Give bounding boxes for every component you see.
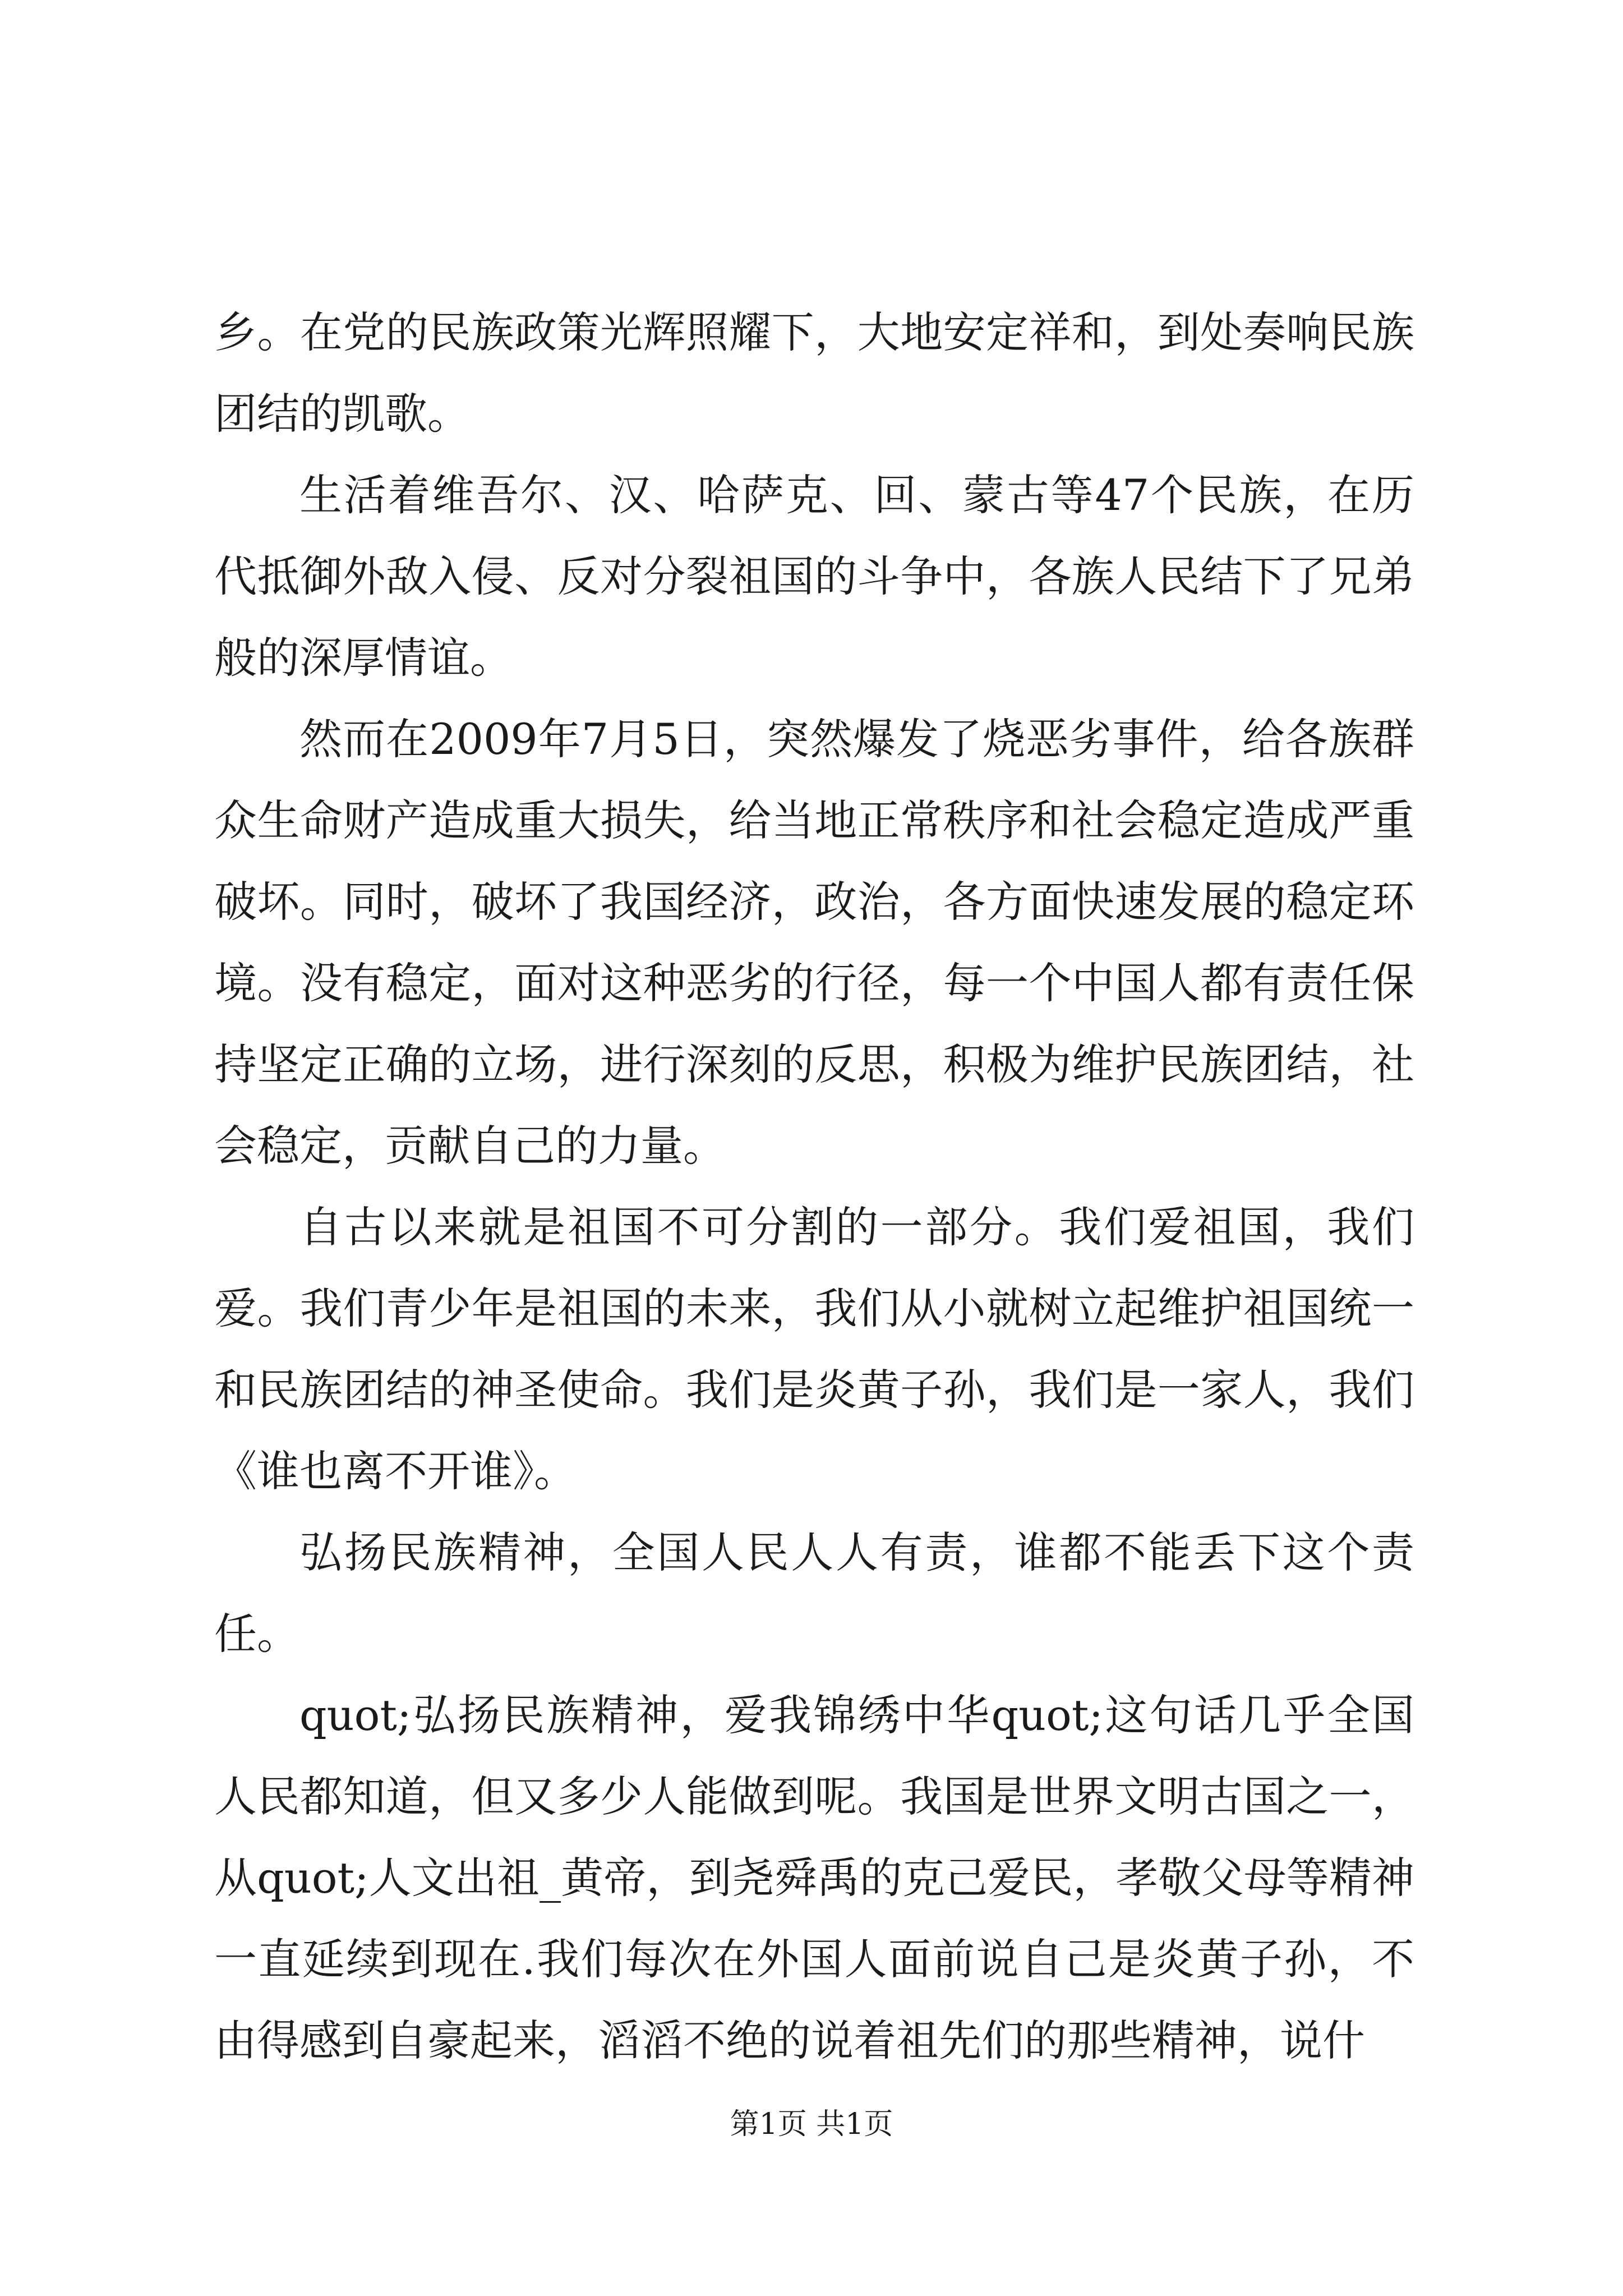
paragraph-4: 自古以来就是祖国不可分割的一部分。我们爱祖国，我们爱。我们青少年是祖国的未来，我们从小就树立起维护祖国统一和民族团结的神圣使命。我们是炎黄子孙，我们是一家人，我们《谁也离不开谁》。 <box>214 1202 1414 1496</box>
paragraph-6: quot;弘扬民族精神，爱我锦绣中华quot;这句话几乎全国人民都知道，但又多少人能做到呢。我国是世界文明古国之一，从quot;人文出祖_黄帝，到尧舜禹的克己爱民，孝敬父母等精神一直延续到现在.我们每次在外国人面前说自己是炎黄子孙，不由得感到自豪起来，滔滔不绝的说着祖先们的那些精神，说什 <box>214 1690 1414 2065</box>
paragraph-3: 然而在2009年7月5日，突然爆发了烧恶劣事件，给各族群众生命财产造成重大损失，给当地正常秩序和社会稳定造成严重破坏。同时，破坏了我国经济，政治，各方面快速发展的稳定环境。没有稳定，面对这种恶劣的行径，每一个中国人都有责任保持坚定正确的立场，进行深刻的反思，积极为维护民族团结，社会稳定，贡献自己的力量。 <box>214 714 1414 1171</box>
paragraph-1: 乡。在党的民族政策光辉照耀下，大地安定祥和，到处奏响民族团结的凯歌。 <box>214 307 1414 439</box>
page-footer: 第1页 共1页 <box>730 2108 893 2141</box>
paragraph-5: 弘扬民族精神，全国人民人人有责，谁都不能丢下这个责任。 <box>214 1527 1414 1659</box>
document-body <box>214 292 1414 2081</box>
paragraph-2: 生活着维吾尔、汉、哈萨克、回、蒙古等47个民族，在历代抵御外敌入侵、反对分裂祖国的斗争中，各族人民结下了兄弟般的深厚情谊。 <box>214 470 1414 683</box>
